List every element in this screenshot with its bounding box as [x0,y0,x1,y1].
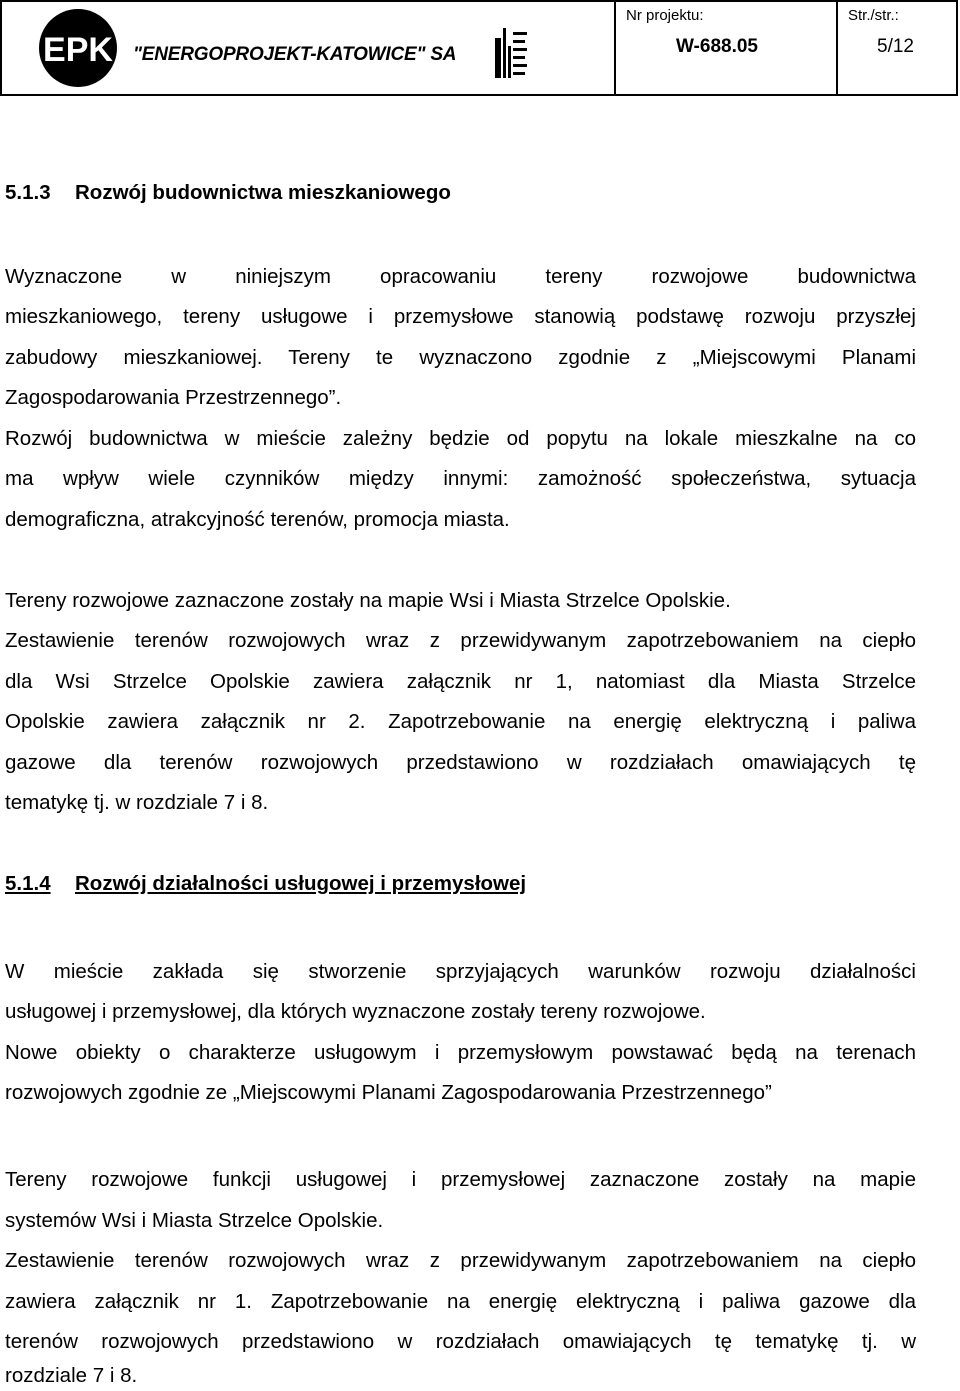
text-line: Tereny rozwojowe zaznaczone zostały na mapie Wsi i Miasta Strzelce Opolskie. [5,589,731,612]
page-header [0,0,958,96]
text-line: ma wpływ wiele czynników między innymi: zamożność społeczeństwa, sytuacja [5,467,916,490]
text-line: dla Wsi Strzelce Opolskie zawiera załącznik nr 1, natomiast dla Miasta Strzelce [5,670,916,693]
text-line: zawiera załącznik nr 1. Zapotrzebowanie na energię elektryczną i paliwa gazowe dla [5,1290,916,1313]
text-line: Zagospodarowania Przestrzennego”. [5,386,342,409]
header-divider-2 [836,0,838,96]
header-right-rule [956,0,958,96]
emblem-icon [492,26,532,80]
page-label: Str./str.: [848,7,899,24]
text-line: Opolskie zawiera załącznik nr 2. Zapotrzebowanie na energię elektryczną i paliwa [5,710,916,733]
section-number: 5.1.4 [5,872,51,895]
company-name: "ENERGOPROJEKT-KATOWICE" SA [133,44,457,65]
text-line: Zestawienie terenów rozwojowych wraz z przewidywanym zapotrzebowaniem na ciepło [5,1249,916,1272]
text-line: systemów Wsi i Miasta Strzelce Opolskie. [5,1209,384,1232]
section-heading-514 [5,872,526,896]
header-left-rule [0,0,2,96]
text-line: demograficzna, atrakcyjność terenów, promocja miasta. [5,508,510,531]
text-line: Nowe obiekty o charakterze usługowym i przemysłowym powstawać będą na terenach [5,1041,916,1064]
section-title: Rozwój działalności usługowej i przemysłowej [75,872,527,895]
text-line: gazowe dla terenów rozwojowych przedstawiono w rozdziałach omawiających tę [5,751,916,774]
text-line: terenów rozwojowych przedstawiono w rozdziałach omawiających tę tematykę tj. w [5,1330,916,1353]
epk-logo-icon [34,8,122,88]
text-line: tematykę tj. w rozdziale 7 i 8. [5,791,269,814]
text-line: Wyznaczone w niniejszym opracowaniu tereny rozwojowe budownictwa [5,265,916,288]
text-line: zabudowy mieszkaniowej. Tereny te wyznaczono zgodnie z „Miejscowymi Planami [5,346,916,369]
section-number: 5.1.3 [5,181,51,204]
text-line: usługowej i przemysłowej, dla których wyznaczone zostały tereny rozwojowe. [5,1000,706,1023]
project-number: W-688.05 [676,36,758,57]
text-line: Rozwój budownictwa w mieście zależny będzie od popytu na lokale mieszkalne na co [5,427,916,450]
text-line: Zestawienie terenów rozwojowych wraz z przewidywanym zapotrzebowaniem na ciepło [5,629,916,652]
text-line: rozwojowych zgodnie ze „Miejscowymi Planami Zagospodarowania Przestrzennego” [5,1081,772,1104]
text-line: Tereny rozwojowe funkcji usługowej i przemysłowej zaznaczone zostały na mapie [5,1168,916,1191]
section-title: Rozwój budownictwa mieszkaniowego [75,181,451,204]
header-divider-1 [614,0,616,96]
header-bottom-rule [0,94,958,96]
text-line: rozdziale 7 i 8. [5,1364,138,1387]
text-line: W mieście zakłada się stworzenie sprzyjających warunków rozwoju działalności [5,960,916,983]
page-number: 5/12 [877,36,914,57]
header-top-rule [0,0,958,2]
project-number-label: Nr projektu: [626,7,704,24]
section-heading-513 [5,181,451,205]
logo-text: EPK [43,31,113,69]
text-line: mieszkaniowego, tereny usługowe i przemysłowe stanowią podstawę rozwoju przyszłej [5,305,916,328]
